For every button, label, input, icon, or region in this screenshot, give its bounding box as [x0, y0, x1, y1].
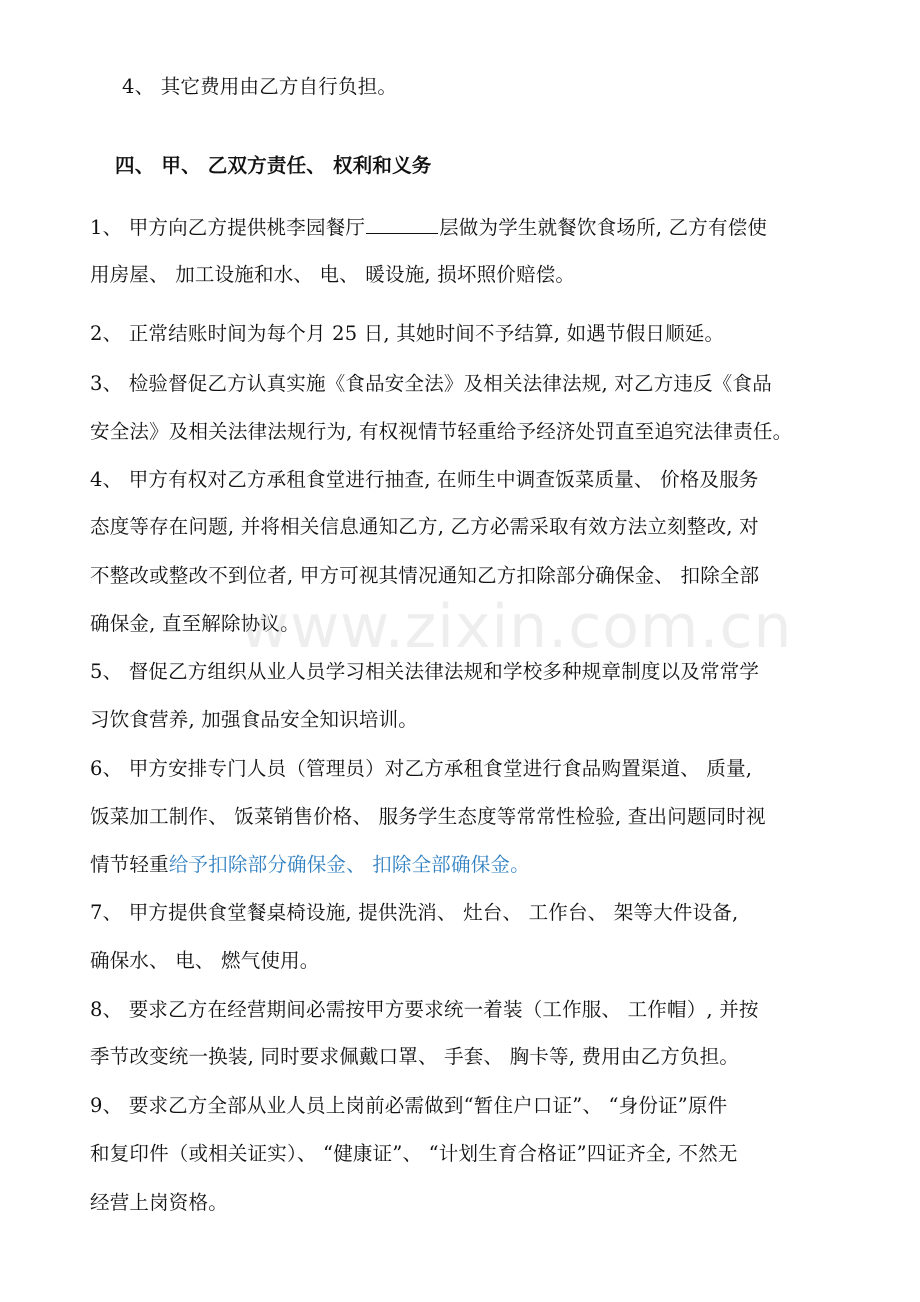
clause-6-text-a: 情节轻重	[90, 853, 169, 876]
clause-4-line-2: 态度等存在问题, 并将相关信息通知乙方, 乙方必需采取有效方法立刻整改, 对	[90, 515, 759, 538]
clause-8-line-2: 季节改变统一换装, 同时要求佩戴口罩、 手套、 胸卡等, 费用由乙方负担。	[90, 1045, 740, 1068]
clause-9-line-3: 经营上岗资格。	[90, 1191, 228, 1214]
clause-1-line-1	[90, 215, 767, 241]
clause-5-line-2: 习饮食营养, 加强食品安全知识培训。	[90, 708, 418, 731]
clause-7-line-2: 确保水、 电、 燃气使用。	[90, 949, 320, 972]
clause-6-line-1: 6、 甲方安排专门人员（管理员）对乙方承租食堂进行食品购置渠道、 质量,	[90, 757, 753, 780]
clause-2-line-1: 2、 正常结账时间为每个月 25 日, 其她时间不予结算, 如遇节假日顺延。	[90, 322, 725, 345]
clause-1-text-b: 层做为学生就餐饮食场所, 乙方有偿使	[439, 216, 768, 239]
clause-1-line-2: 用房屋、 加工设施和水、 电、 暖设施, 损坏照价赔偿。	[90, 263, 576, 286]
clause-3-line-2: 安全法》及相关法律法规行为, 有权视情节轻重给予经济处罚直至追究法律责任。	[90, 420, 793, 443]
section-heading: 四、 甲、 乙双方责任、 权利和义务	[115, 154, 432, 177]
item-4-text: 4、 其它费用由乙方自行负担。	[122, 75, 398, 98]
clause-6-line-2: 饭菜加工制作、 饭菜销售价格、 服务学生态度等常常性检验, 查出问题同时视	[90, 805, 766, 828]
clause-9-line-1: 9、 要求乙方全部从业人员上岗前必需做到“暂住户口证”、 “身份证”原件	[90, 1094, 728, 1117]
highlighted-text-link[interactable]: 给予扣除部分确保金、 扣除全部确保金。	[168, 853, 530, 876]
clause-7-line-1: 7、 甲方提供食堂餐桌椅设施, 提供洗消、 灶台、 工作台、 架等大件设备,	[90, 901, 739, 924]
clause-1-text-a: 1、 甲方向乙方提供桃李园餐厅	[90, 216, 366, 239]
clause-6-line-3	[90, 852, 530, 878]
clause-9-line-2: 和复印件（或相关证实）、 “健康证”、 “计划生育合格证”四证齐全, 不然无	[90, 1142, 738, 1165]
watermark: www.zixin.com.cn	[240, 592, 793, 662]
clause-4-line-1: 4、 甲方有权对乙方承租食堂进行抽查, 在师生中调查饭菜质量、 价格及服务	[90, 468, 759, 491]
clause-5-line-1: 5、 督促乙方组织从业人员学习相关法律法规和学校多种规章制度以及常常学	[90, 660, 760, 683]
clause-3-line-1: 3、 检验督促乙方认真实施《食品安全法》及相关法律法规, 对乙方违反《食品	[90, 372, 772, 395]
fill-in-blank	[366, 215, 438, 234]
clause-8-line-1: 8、 要求乙方在经营期间必需按甲方要求统一着装（工作服、 工作帽）, 并按	[90, 998, 759, 1021]
clause-4-line-3: 不整改或整改不到位者, 甲方可视其情况通知乙方扣除部分确保金、 扣除全部	[90, 564, 760, 587]
clause-4-line-4: 确保金, 直至解除协议。	[90, 612, 300, 635]
